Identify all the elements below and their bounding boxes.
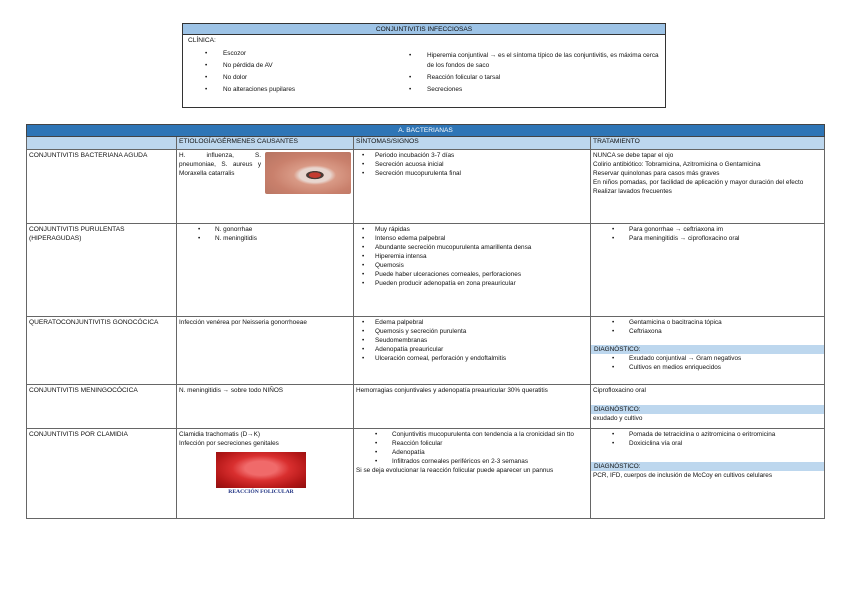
list-item: • Pueden producir adenopatía en zona preauricular xyxy=(356,279,588,288)
list-item: • Ceftriaxona xyxy=(593,327,822,336)
list-item: • No alteraciones pupilares xyxy=(205,84,295,96)
table-row xyxy=(27,385,825,429)
sintomas-cell xyxy=(354,429,591,519)
list-item: • Reacción folicular o tarsal xyxy=(409,73,659,83)
list-item: • N. meningitidis xyxy=(179,234,351,243)
sintomas-cell xyxy=(354,224,591,317)
table-row xyxy=(27,429,825,519)
etiologia-line: Clamidia trachomatis (D→K) xyxy=(179,431,260,438)
etiologia-cell: N. meningitidis → sobre todo NIÑOS xyxy=(177,385,354,429)
table-banner-row xyxy=(27,125,825,137)
list-item: • Seudomembranas xyxy=(356,336,588,345)
etiologia-line: Infección por secreciones genitales xyxy=(179,440,279,447)
tratamiento-line: En niños pomadas, por facilidad de aplicación y mayor duración del efecto xyxy=(593,179,804,186)
list-item: • Quemosis y secreción purulenta xyxy=(356,327,588,336)
list-item: • Secreciones xyxy=(409,85,659,95)
tratamiento-line: NUNCA se debe tapar el ojo xyxy=(593,152,674,159)
row-name: CONJUNTIVITIS MENINGOCÓCICA xyxy=(27,385,177,429)
list-item: • Intenso edema palpebral xyxy=(356,234,588,243)
list-item: • Hiperemia intensa xyxy=(356,252,588,261)
list-item: • Reacción folicular xyxy=(356,439,588,448)
table-row xyxy=(27,150,825,224)
row-name: QUERATOCONJUNTIVITIS GONOCÓCICA xyxy=(27,317,177,385)
list-item: • No dolor xyxy=(205,72,295,84)
sintomas-cell: Hemorragias conjuntivales y adenopatía preauricular 30% queratitis xyxy=(354,385,591,429)
etiologia-text: H. influenza, S. pneumoniae, S. aureus y Moraxella catarralis xyxy=(179,152,262,177)
tratamiento-line: Realizar lavados frecuentes xyxy=(593,188,672,195)
list-item: • Ulceración corneal, perforación y endoftalmitis xyxy=(356,354,588,363)
list-item: • Edema palpebral xyxy=(356,318,588,327)
list-item: • Escozor xyxy=(205,48,295,60)
header-tratamiento: TRATAMIENTO xyxy=(591,137,825,150)
diagnostico-text: exudado y cultivo xyxy=(593,415,643,422)
list-item: • Conjuntivitis mucopurulenta con tendencia a la cronicidad sin tto xyxy=(356,430,588,439)
list-item: • Adenopatía preauricular xyxy=(356,345,588,354)
eye-photo xyxy=(265,152,351,194)
etiologia-cell xyxy=(177,224,354,317)
list-item: • Para meningitidis → ciprofloxacino oral xyxy=(593,234,822,243)
follicular-caption: REACCIÓN FOLICULAR xyxy=(216,488,306,496)
header-sintomas: SÍNTOMAS/SIGNOS xyxy=(354,137,591,150)
tratamiento-cell xyxy=(591,150,825,224)
list-item: • Quemosis xyxy=(356,261,588,270)
row-name: CONJUNTIVITIS PURULENTAS (HIPERAGUDAS) xyxy=(27,224,177,317)
etiologia-cell: Infección venérea por Neisseria gonorrhoeae xyxy=(177,317,354,385)
diagnostico-text: PCR, IFD, cuerpos de inclusión de McCoy en cultivos celulares xyxy=(593,472,773,479)
table-row xyxy=(27,224,825,317)
summary-label: CLÍNICA: xyxy=(188,37,216,44)
tratamiento-cell xyxy=(591,224,825,317)
etiologia-cell xyxy=(177,150,354,224)
follicular-photo xyxy=(216,452,306,496)
summary-left-list xyxy=(205,48,295,96)
sintomas-cell xyxy=(354,150,591,224)
list-item: • Adenopatía xyxy=(356,448,588,457)
summary-title: CONJUNTIVITIS INFECCIOSAS xyxy=(183,24,665,35)
table-row xyxy=(27,317,825,385)
summary-box xyxy=(182,23,666,108)
tratamiento-cell xyxy=(591,317,825,385)
list-item: • Secreción mucopurulenta final xyxy=(356,169,588,178)
list-item: • Periodo incubación 3-7 días xyxy=(356,151,588,160)
list-item: • No pérdida de AV xyxy=(205,60,295,72)
tratamiento-line: Reservar quinolonas para casos más graves xyxy=(593,170,720,177)
sintomas-extra: Si se deja evolucionar la reacción folicular puede aparecer un pannus xyxy=(356,467,554,474)
list-item: • Pomada de tetraciclina o azitromicina o eritromicina xyxy=(593,430,822,439)
list-item: • Para gonorrhae → ceftriaxona im xyxy=(593,225,822,234)
diagnostico-label: DIAGNÓSTICO: xyxy=(591,405,824,414)
list-item: • Doxiciclina vía oral xyxy=(593,439,822,448)
table-header-row xyxy=(27,137,825,150)
list-item: • Cultivos en medios enriquecidos xyxy=(593,363,822,372)
list-item: • Muy rápidas xyxy=(356,225,588,234)
list-item: • Gentamicina o bacitracina tópica xyxy=(593,318,822,327)
tratamiento-line: Ciprofloxacino oral xyxy=(593,387,646,394)
diagnostico-label: DIAGNÓSTICO: xyxy=(591,462,824,471)
row-name: CONJUNTIVITIS POR CLAMIDIA xyxy=(27,429,177,519)
follicular-image xyxy=(216,452,306,488)
diagnostico-label: DIAGNÓSTICO: xyxy=(591,345,824,354)
etiologia-cell xyxy=(177,429,354,519)
header-etiologia: ETIOLOGÍA/GÉRMENES CAUSANTES xyxy=(177,137,354,150)
tratamiento-line: Colirio antibiótico: Tobramicina, Azitromicina o Gentamicina xyxy=(593,161,761,168)
sintomas-cell xyxy=(354,317,591,385)
table-banner: A. BACTERIANAS xyxy=(27,125,825,137)
bacterial-table xyxy=(26,124,825,519)
list-item: • Hiperemia conjuntival → es el síntoma típico de las conjuntivitis, es máxima cerca de los fondos de saco xyxy=(409,51,659,70)
list-item: • Infiltrados corneales periféricos en 2-3 semanas xyxy=(356,457,588,466)
list-item: • Secreción acuosa inicial xyxy=(356,160,588,169)
list-item: • N. gonorrhae xyxy=(179,225,351,234)
summary-right-list xyxy=(409,51,659,97)
list-item: • Abundante secreción mucopurulenta amarillenta densa xyxy=(356,243,588,252)
tratamiento-cell xyxy=(591,429,825,519)
tratamiento-cell xyxy=(591,385,825,429)
list-item: • Puede haber ulceraciones corneales, perforaciones xyxy=(356,270,588,279)
header-empty xyxy=(27,137,177,150)
list-item: • Exudado conjuntival → Gram negativos xyxy=(593,354,822,363)
row-name: CONJUNTIVITIS BACTERIANA AGUDA xyxy=(27,150,177,224)
